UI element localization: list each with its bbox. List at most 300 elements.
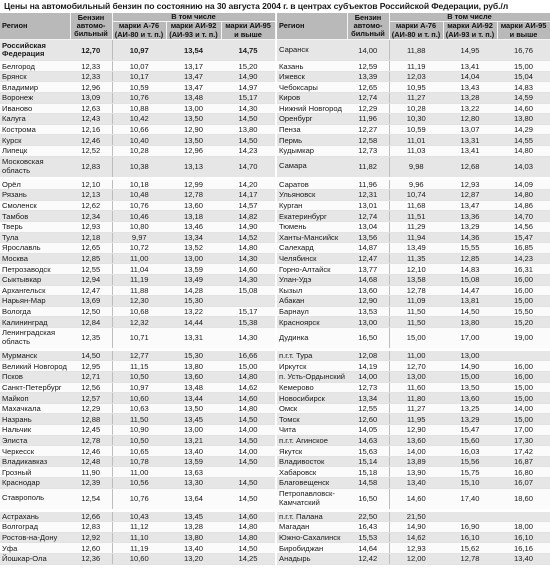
table-row: [0, 93, 275, 104]
price-cell-a76: 10,40: [112, 135, 166, 146]
price-cell-a76: 10,28: [389, 103, 443, 114]
table-row: [277, 103, 550, 114]
price-cell-ai92: 15,60: [443, 435, 497, 446]
price-cell-a76: 11,04: [112, 264, 166, 275]
price-cell-ai95: 14,97: [221, 82, 275, 93]
price-cell-general: 13,77: [347, 264, 389, 275]
table-row: [0, 232, 275, 243]
price-cell-general: 13,34: [347, 393, 389, 404]
price-cell-ai95: 14,30: [221, 103, 275, 114]
price-cell-ai95: 14,50: [221, 414, 275, 425]
price-cell-a76: 10,30: [389, 114, 443, 125]
price-cell-ai95: 14,90: [221, 221, 275, 232]
price-cell-general: 12,42: [347, 553, 389, 564]
price-cell-a76: 11,51: [389, 211, 443, 222]
table-row: [0, 349, 275, 361]
price-cell-a76: 10,50: [112, 372, 166, 383]
price-cell-a76: 10,68: [112, 306, 166, 317]
price-cell-ai95: 14,50: [221, 488, 275, 510]
table-row: [277, 40, 550, 61]
region-cell: Астрахань: [0, 510, 70, 522]
price-cell-a76: 11,19: [112, 543, 166, 554]
price-cell-ai95: 14,60: [221, 510, 275, 522]
price-cell-general: 12,47: [70, 285, 112, 296]
price-cell-ai95: 14,80: [221, 372, 275, 383]
price-cell-ai92: 15,62: [443, 543, 497, 554]
price-cell-ai92: 12,99: [166, 178, 221, 190]
region-cell: Тюмень: [277, 221, 347, 232]
region-cell: Майкоп: [0, 393, 70, 404]
price-cell-ai92: 12,78: [443, 553, 497, 564]
table-row: [277, 221, 550, 232]
price-cell-ai92: 13,80: [166, 532, 221, 543]
price-cell-ai92: 14,50: [443, 306, 497, 317]
price-cell-general: 22,50: [347, 510, 389, 522]
region-cell: Краснодар: [0, 478, 70, 489]
price-cell-a76: 13,40: [389, 478, 443, 489]
price-cell-general: 16,50: [347, 488, 389, 510]
price-cell-a76: 12,00: [389, 553, 443, 564]
price-cell-a76: 11,01: [389, 135, 443, 146]
table-row: [277, 232, 550, 243]
price-cell-a76: 12,90: [389, 425, 443, 436]
price-cell-general: 12,65: [347, 82, 389, 93]
price-cell-a76: 14,90: [389, 522, 443, 533]
price-cell-ai95: [221, 467, 275, 478]
region-cell: Ростов-на-Дону: [0, 532, 70, 543]
region-cell: Кемерово: [277, 382, 347, 393]
region-cell: п.г.т. Тура: [277, 349, 347, 361]
price-cell-ai92: 13,48: [166, 93, 221, 104]
table-row: [277, 522, 550, 533]
price-cell-ai95: 14,00: [221, 425, 275, 436]
price-cell-ai95: 15,00: [221, 361, 275, 372]
price-cell-a76: 12,30: [112, 296, 166, 307]
price-cell-general: 15,14: [347, 456, 389, 467]
price-cell-ai95: 16,87: [497, 456, 550, 467]
header-including-right: В том числе: [389, 13, 550, 22]
table-row: [0, 414, 275, 425]
price-cell-a76: 12,93: [389, 543, 443, 554]
price-cell-ai95: 14,70: [221, 156, 275, 178]
price-cell-ai92: 13,22: [166, 306, 221, 317]
price-cell-ai92: 12,96: [166, 145, 221, 156]
price-cell-ai92: 13,00: [443, 349, 497, 361]
table-row: [0, 382, 275, 393]
price-cell-a76: 10,90: [112, 425, 166, 436]
price-cell-ai92: 12,87: [443, 190, 497, 201]
price-cell-a76: 10,95: [389, 82, 443, 93]
price-cell-general: 12,45: [70, 425, 112, 436]
price-cell-ai92: 13,47: [443, 200, 497, 211]
region-cell: Сыктывкар: [0, 274, 70, 285]
price-cell-general: 12,65: [70, 243, 112, 254]
table-row: [0, 478, 275, 489]
price-cell-ai92: 13,64: [166, 488, 221, 510]
price-cell-a76: 10,43: [112, 510, 166, 522]
price-cell-a76: 11,00: [112, 253, 166, 264]
header-including: В том числе: [112, 13, 275, 22]
price-cell-ai95: 14,60: [497, 103, 550, 114]
price-cell-a76: 12,70: [389, 361, 443, 372]
price-cell-ai95: [221, 296, 275, 307]
price-cell-a76: 11,27: [389, 93, 443, 104]
table-row: [277, 349, 550, 361]
table-row: [0, 264, 275, 275]
header-ai95: марки АИ-95 и выше: [221, 22, 275, 40]
region-cell: Иркутск: [277, 361, 347, 372]
region-cell: Великий Новгород: [0, 361, 70, 372]
price-cell-general: 14,05: [347, 425, 389, 436]
region-cell: Якутск: [277, 446, 347, 457]
price-cell-ai92: 13,17: [166, 61, 221, 72]
price-cell-a76: 10,72: [112, 243, 166, 254]
price-cell-ai95: 16,00: [497, 372, 550, 383]
price-cell-ai95: 18,60: [497, 488, 550, 510]
price-cell-general: 13,39: [347, 71, 389, 82]
price-cell-general: 12,18: [70, 232, 112, 243]
price-cell-general: 13,01: [347, 200, 389, 211]
price-cell-a76: 10,46: [112, 211, 166, 222]
price-cell-a76: 12,10: [389, 264, 443, 275]
price-cell-ai95: 14,80: [497, 190, 550, 201]
price-cell-ai95: 14,60: [221, 264, 275, 275]
price-cell-ai92: 13,50: [166, 135, 221, 146]
table-row: [0, 522, 275, 533]
price-cell-a76: 10,42: [112, 114, 166, 125]
price-cell-a76: 10,76: [112, 200, 166, 211]
price-cell-ai95: 16,16: [497, 543, 550, 554]
table-row: [277, 317, 550, 328]
price-cell-a76: 9,98: [389, 156, 443, 178]
region-cell: Екатеринбург: [277, 211, 347, 222]
header-region-right: Регион: [277, 13, 347, 40]
price-cell-ai95: [497, 349, 550, 361]
price-cell-ai92: 15,00: [443, 372, 497, 383]
price-cell-ai95: 15,04: [497, 71, 550, 82]
region-cell: Барнаул: [277, 306, 347, 317]
price-cell-ai92: 14,28: [166, 285, 221, 296]
price-cell-a76: 10,80: [112, 221, 166, 232]
region-cell: Салехард: [277, 243, 347, 254]
price-cell-ai95: 14,23: [497, 253, 550, 264]
table-row: [0, 274, 275, 285]
price-cell-a76: 14,00: [389, 446, 443, 457]
price-cell-a76: 10,66: [112, 124, 166, 135]
region-cell: Горно-Алтайск: [277, 264, 347, 275]
price-cell-ai95: 14,86: [497, 200, 550, 211]
price-cell-a76: 11,15: [112, 361, 166, 372]
region-cell: Черкесск: [0, 446, 70, 457]
header-a76-right: марки А-76 (АИ-80 и т. п.): [389, 22, 443, 40]
region-cell: Архангельск: [0, 285, 70, 296]
price-cell-general: 12,08: [347, 349, 389, 361]
price-cell-ai95: 13,80: [497, 114, 550, 125]
region-cell: Ижевск: [277, 71, 347, 82]
region-cell: Кудымкар: [277, 145, 347, 156]
table-row: [0, 393, 275, 404]
price-cell-a76: 13,89: [389, 456, 443, 467]
region-cell: Псков: [0, 372, 70, 383]
price-cell-ai95: 15,38: [221, 317, 275, 328]
page-title: Цены на автомобильный бензин по состоянию на 30 августа 2004 г. в центрах субъектов Российской Федерации, руб./л: [4, 1, 509, 11]
price-cell-a76: 12,77: [112, 349, 166, 361]
price-cell-ai92: 17,00: [443, 327, 497, 349]
price-cell-general: 12,88: [70, 414, 112, 425]
price-cell-ai92: 13,54: [166, 40, 221, 61]
price-cell-general: 12,34: [70, 211, 112, 222]
region-cell: Волгоград: [0, 522, 70, 533]
region-cell: Самара: [277, 156, 347, 178]
price-cell-ai95: 16,80: [497, 467, 550, 478]
price-cell-general: 12,59: [347, 61, 389, 72]
region-cell: Южно-Сахалинск: [277, 532, 347, 543]
price-cell-a76: 10,38: [112, 156, 166, 178]
price-cell-general: 12,83: [70, 522, 112, 533]
price-cell-general: 14,63: [347, 435, 389, 446]
price-cell-general: 14,68: [347, 274, 389, 285]
table-row: [0, 361, 275, 372]
table-row: [0, 446, 275, 457]
price-cell-general: 12,73: [347, 145, 389, 156]
region-cell: Рязань: [0, 190, 70, 201]
price-cell-a76: 10,18: [112, 178, 166, 190]
price-cell-ai95: 14,50: [221, 456, 275, 467]
region-cell: Владивосток: [277, 456, 347, 467]
price-cell-general: 12,35: [70, 327, 112, 349]
price-cell-a76: 10,28: [112, 145, 166, 156]
price-cell-ai95: 15,17: [221, 93, 275, 104]
region-cell: Казань: [277, 61, 347, 72]
table-row: [277, 414, 550, 425]
price-cell-a76: 11,00: [389, 349, 443, 361]
table-row: [277, 82, 550, 93]
price-cell-a76: 10,59: [389, 124, 443, 135]
table-row: [0, 211, 275, 222]
price-cell-ai92: 14,90: [443, 361, 497, 372]
region-cell: Махачкала: [0, 403, 70, 414]
price-cell-a76: 12,03: [389, 71, 443, 82]
table-row: [0, 145, 275, 156]
region-cell: Уфа: [0, 543, 70, 554]
price-cell-ai95: 14,03: [497, 156, 550, 178]
price-cell-ai95: 15,00: [497, 61, 550, 72]
table-row: [0, 124, 275, 135]
price-cell-ai95: 16,00: [497, 361, 550, 372]
price-cell-general: 14,58: [347, 478, 389, 489]
price-cell-general: 12,54: [70, 488, 112, 510]
price-cell-ai92: 13,80: [166, 361, 221, 372]
price-cell-ai95: 14,50: [221, 135, 275, 146]
price-cell-general: 13,69: [70, 296, 112, 307]
price-cell-ai95: 16,85: [497, 243, 550, 254]
price-cell-ai92: 14,47: [443, 285, 497, 296]
price-cell-ai92: 15,47: [443, 425, 497, 436]
table-row: [0, 285, 275, 296]
header-general: Бензин автомо-бильный: [70, 13, 112, 40]
table-row: [277, 178, 550, 190]
table-row: [277, 200, 550, 211]
region-cell: Петрозаводск: [0, 264, 70, 275]
price-cell-ai95: 16,07: [497, 478, 550, 489]
price-cell-ai95: 17,30: [497, 435, 550, 446]
price-cell-ai95: 16,10: [497, 532, 550, 543]
table-row: [0, 61, 275, 72]
table-row: [277, 156, 550, 178]
price-cell-general: 12,13: [70, 190, 112, 201]
price-cell-ai95: 14,57: [221, 200, 275, 211]
price-cell-general: 13,00: [347, 317, 389, 328]
price-cell-a76: 11,50: [112, 414, 166, 425]
table-row: [277, 435, 550, 446]
price-cell-ai92: 13,47: [166, 71, 221, 82]
price-cell-general: 15,53: [347, 532, 389, 543]
region-cell: Тула: [0, 232, 70, 243]
price-cell-ai92: 13,59: [166, 264, 221, 275]
price-cell-general: 12,46: [70, 135, 112, 146]
price-cell-ai95: 14,30: [221, 253, 275, 264]
table-row: [277, 510, 550, 522]
table-row: [277, 145, 550, 156]
region-cell: Орёл: [0, 178, 70, 190]
region-cell: Ставрополь: [0, 488, 70, 510]
price-cell-general: 12,56: [70, 382, 112, 393]
price-cell-a76: 11,35: [389, 253, 443, 264]
price-cell-ai95: 14,80: [221, 403, 275, 414]
table-row: [277, 296, 550, 307]
price-cell-general: 14,50: [70, 349, 112, 361]
table-row: [0, 135, 275, 146]
price-cell-ai95: 14,25: [221, 553, 275, 564]
region-cell: Саратов: [277, 178, 347, 190]
price-cell-ai92: 13,41: [443, 145, 497, 156]
price-cell-general: 15,63: [347, 446, 389, 457]
price-cell-general: 12,10: [70, 178, 112, 190]
price-cell-general: 12,95: [70, 361, 112, 372]
price-cell-ai95: 15,20: [497, 317, 550, 328]
price-cell-ai92: 12,85: [443, 253, 497, 264]
table-row: [277, 393, 550, 404]
price-cell-ai95: 15,00: [497, 382, 550, 393]
price-cell-ai92: 13,00: [166, 425, 221, 436]
table-row: [277, 306, 550, 317]
price-cell-general: 16,43: [347, 522, 389, 533]
table-row: [277, 553, 550, 564]
region-cell: Воронеж: [0, 93, 70, 104]
price-cell-ai92: 13,00: [166, 253, 221, 264]
price-cell-a76: 10,63: [112, 403, 166, 414]
region-cell: Липецк: [0, 145, 70, 156]
price-cell-general: 15,18: [347, 467, 389, 478]
price-cell-general: 11,82: [347, 156, 389, 178]
price-cell-ai92: 13,44: [166, 393, 221, 404]
price-cell-general: 12,83: [70, 156, 112, 178]
price-cell-general: 13,04: [347, 221, 389, 232]
price-cell-general: 12,16: [70, 124, 112, 135]
region-cell: Брянск: [0, 71, 70, 82]
region-cell: Назрань: [0, 414, 70, 425]
table-row: [0, 372, 275, 383]
price-cell-a76: 10,88: [112, 103, 166, 114]
price-cell-ai92: 12,78: [166, 190, 221, 201]
price-cell-a76: 10,65: [112, 446, 166, 457]
table-row: [0, 190, 275, 201]
price-cell-ai95: 14,80: [221, 522, 275, 533]
price-cell-general: 12,39: [70, 478, 112, 489]
price-cell-ai92: 13,47: [166, 82, 221, 93]
price-cell-general: 12,60: [347, 414, 389, 425]
price-cell-ai95: 14,50: [221, 478, 275, 489]
price-cell-ai92: 13,45: [166, 414, 221, 425]
price-cell-ai92: 13,80: [443, 317, 497, 328]
price-cell-ai95: 15,00: [497, 414, 550, 425]
price-cell-ai92: 13,30: [166, 478, 221, 489]
price-cell-general: 12,78: [70, 435, 112, 446]
price-cell-general: 12,84: [70, 317, 112, 328]
price-cell-ai95: 16,00: [497, 274, 550, 285]
region-cell: Вологда: [0, 306, 70, 317]
header-ai92: марки АИ-92 (АИ-93 и т. п.): [166, 22, 221, 40]
table-row: [277, 124, 550, 135]
price-cell-general: 12,74: [347, 93, 389, 104]
region-cell: Московская область: [0, 156, 70, 178]
price-cell-general: 12,92: [70, 532, 112, 543]
price-cell-ai95: 14,30: [221, 327, 275, 349]
price-cell-ai95: 14,60: [221, 393, 275, 404]
price-cell-ai92: 13,46: [166, 221, 221, 232]
price-cell-ai95: 14,52: [221, 232, 275, 243]
price-cell-ai92: 13,31: [166, 327, 221, 349]
price-cell-a76: 21,50: [389, 510, 443, 522]
price-cell-general: 12,94: [70, 274, 112, 285]
price-cell-a76: 10,60: [112, 393, 166, 404]
region-cell: Белгород: [0, 61, 70, 72]
price-cell-ai92: 13,60: [443, 393, 497, 404]
table-row: [277, 361, 550, 372]
price-cell-ai95: 14,17: [221, 190, 275, 201]
table-row: [277, 327, 550, 349]
price-cell-ai92: 13,45: [166, 510, 221, 522]
region-cell: Чебоксары: [277, 82, 347, 93]
table-row: [277, 382, 550, 393]
table-row: [0, 114, 275, 125]
price-cell-ai92: 13,21: [166, 435, 221, 446]
price-cell-ai95: 15,00: [497, 393, 550, 404]
table-row: [0, 40, 275, 61]
region-cell: Челябинск: [277, 253, 347, 264]
region-cell: Саранск: [277, 40, 347, 61]
price-cell-ai92: 14,95: [443, 40, 497, 61]
table-row: [277, 425, 550, 436]
region-cell: Чита: [277, 425, 347, 436]
table-row: [0, 221, 275, 232]
region-cell: Нижний Новгород: [277, 103, 347, 114]
region-cell: Кострома: [0, 124, 70, 135]
price-table-right: [277, 13, 550, 565]
price-cell-general: 12,57: [70, 393, 112, 404]
region-cell: Петропавловск-Камчатский: [277, 488, 347, 510]
price-cell-a76: 11,94: [389, 232, 443, 243]
price-cell-general: 13,09: [70, 93, 112, 104]
region-cell: Российская Федерация: [0, 40, 70, 61]
region-cell: Курск: [0, 135, 70, 146]
price-cell-ai95: 14,00: [221, 446, 275, 457]
price-cell-ai92: 13,36: [443, 211, 497, 222]
price-cell-ai95: 14,50: [221, 435, 275, 446]
table-row: [277, 61, 550, 72]
price-cell-a76: 10,07: [112, 61, 166, 72]
table-row: [0, 178, 275, 190]
